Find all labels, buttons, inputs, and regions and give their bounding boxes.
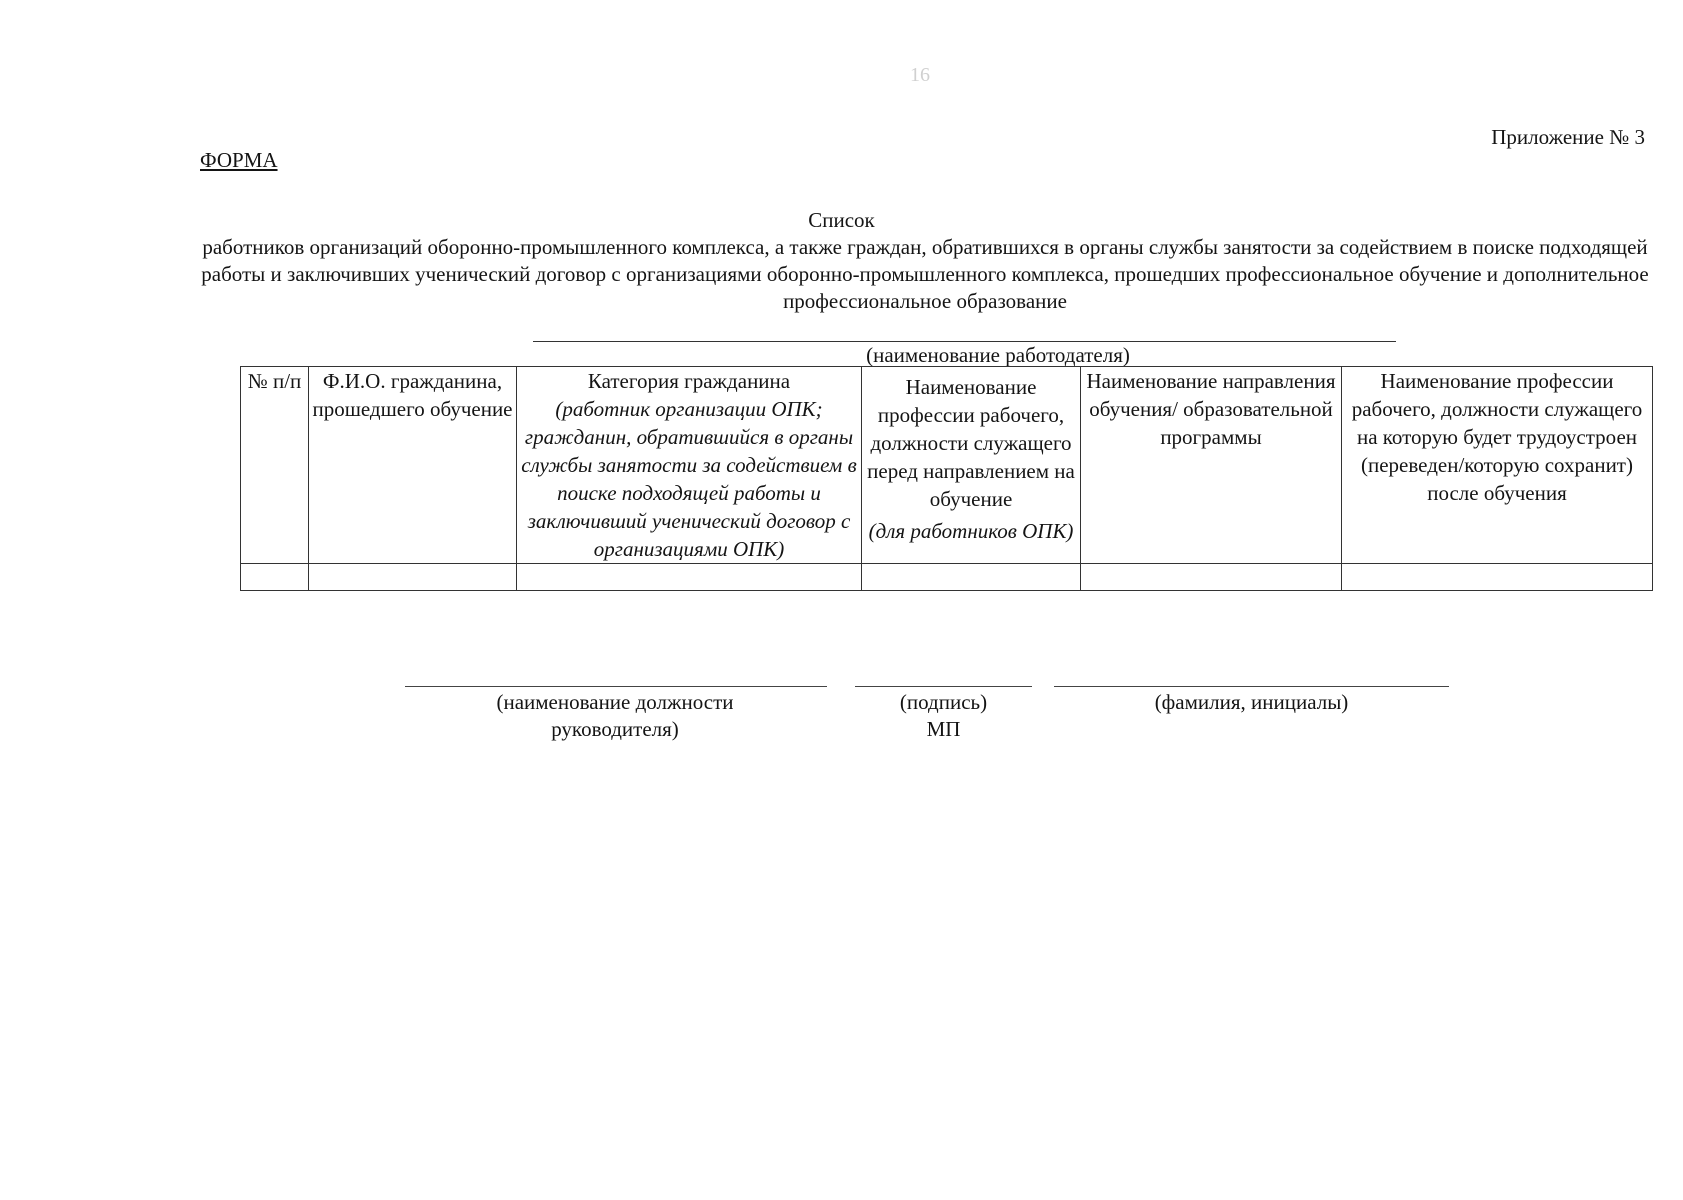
position-caption: (наименование должности руководителя) xyxy=(496,690,734,741)
name-signature-line xyxy=(1054,686,1449,687)
signature-line xyxy=(855,686,1032,687)
header-profession-before xyxy=(862,367,1081,564)
header-category-title: Категория гражданина xyxy=(587,369,791,393)
appendix-label: Приложение № 3 xyxy=(1491,125,1645,149)
header-profession-before-note: (для работников ОПК) xyxy=(868,519,1074,543)
table-cell[interactable] xyxy=(862,564,1081,591)
employer-name-line xyxy=(533,341,1396,342)
header-number: № п/п xyxy=(241,367,309,564)
header-category-note: (работник организации ОПК; гражданин, обратившийся в органы службы занятости за содействием в поиске подходящей работы и заключивший ученический договор с организациями ОПК) xyxy=(521,397,857,561)
table-header-row xyxy=(241,367,1653,564)
table-cell[interactable] xyxy=(1342,564,1653,591)
document-title: Список xyxy=(808,208,875,232)
page-number: 16 xyxy=(910,64,930,86)
table-cell[interactable] xyxy=(241,564,309,591)
header-profession-after: Наименование профессии рабочего, должности служащего на которую будет трудоустроен (переведен/которую сохранит) после обучения xyxy=(1342,367,1653,564)
header-profession-before-title: Наименование профессии рабочего, должности служащего перед направлением на обучение xyxy=(867,375,1075,511)
employer-caption: (наименование работодателя) xyxy=(866,343,1130,367)
table-row xyxy=(241,564,1653,591)
header-full-name: Ф.И.О. гражданина, прошедшего обучение xyxy=(309,367,517,564)
name-caption: (фамилия, инициалы) xyxy=(1154,690,1349,714)
table-cell[interactable] xyxy=(309,564,517,591)
stamp-label: МП xyxy=(926,717,961,741)
form-table xyxy=(240,366,1653,591)
document-subtitle: работников организаций оборонно-промышленного комплекса, а также граждан, обратившихся в органы службы занятости за содействием в поиске подходящей работы и заключивших ученический договор с организациями оборонно-промышленного комплекса, прошедших профессиональное обучение и дополнительное профессиональное образование xyxy=(201,235,1649,313)
header-training-program: Наименование направления обучения/ образовательной программы xyxy=(1081,367,1342,564)
form-label: ФОРМА xyxy=(200,148,278,172)
table-cell[interactable] xyxy=(1081,564,1342,591)
table-cell[interactable] xyxy=(517,564,862,591)
header-category xyxy=(517,367,862,564)
position-signature-line xyxy=(405,686,827,687)
signature-caption: (подпись) xyxy=(899,690,988,714)
